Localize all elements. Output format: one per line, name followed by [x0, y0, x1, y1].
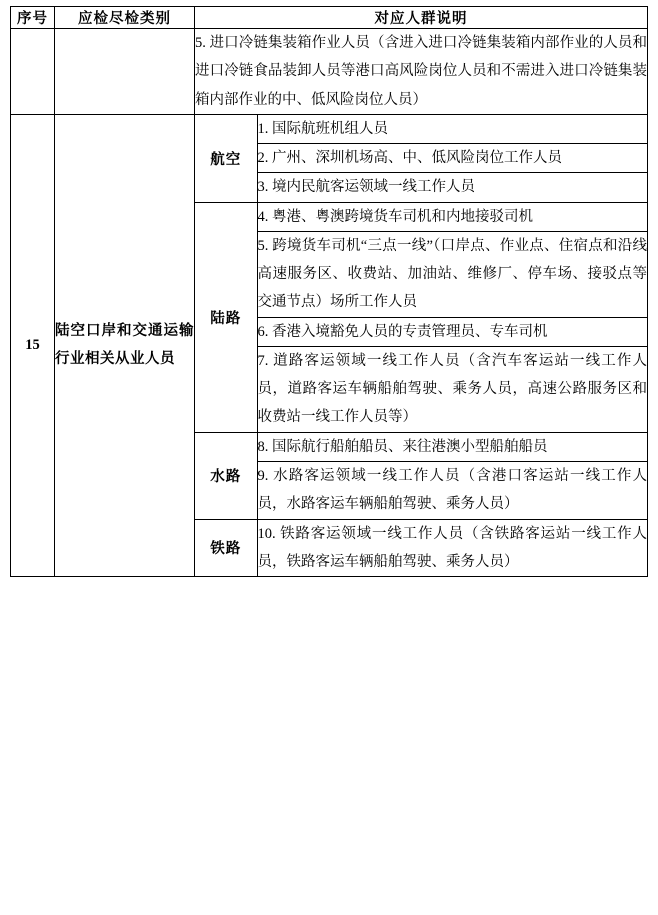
list-item: 7. 道路客运领域一线工作人员（含汽车客运站一线工作人员，道路客运车辆船舶驾驶、乘务人员，高速公路服务区和收费站一线工作人员等）: [257, 346, 647, 432]
header-seq: 序号: [11, 7, 55, 29]
mode-group-land-item-2: [195, 231, 647, 317]
list-item: 2. 广州、深圳机场高、中、低风险岗位工作人员: [257, 144, 647, 173]
row-seq-number: 15: [11, 114, 55, 576]
list-item: 1. 国际航班机组人员: [257, 115, 647, 144]
mode-group-land-item-4: [195, 346, 647, 432]
mode-label-rail: 铁路: [195, 519, 257, 576]
mode-group-air-item-2: [195, 144, 647, 173]
header-category: 应检尽检类别: [55, 7, 195, 29]
mode-group-water-item-1: [195, 432, 647, 461]
list-item: 3. 境内民航客运领域一线工作人员: [257, 173, 647, 202]
continuation-population-text: 5. 进口冷链集装箱作业人员（含进入进口冷链集装箱内部作业的人员和进口冷链食品装卸人员等港口高风险岗位人员和不需进入进口冷链集装箱内部作业的中、低风险岗位人员）: [195, 29, 648, 115]
table-row: [11, 114, 648, 576]
list-item: 8. 国际航行船舶船员、来往港澳小型船舶船员: [257, 432, 647, 461]
mode-label-air: 航空: [195, 115, 257, 202]
continuation-seq-cell: [11, 29, 55, 115]
list-item: 10. 铁路客运领域一线工作人员（含铁路客运站一线工作人员，铁路客运车辆船舶驾驶、乘务人员）: [257, 519, 647, 576]
transport-mode-table: [195, 115, 647, 576]
row-population-cell: [195, 114, 648, 576]
mode-label-water: 水路: [195, 432, 257, 519]
mode-group-water-item-2: [195, 461, 647, 519]
mode-group-rail-item-1: [195, 519, 647, 576]
header-population: 对应人群说明: [195, 7, 648, 29]
continuation-category-cell: [55, 29, 195, 115]
list-item: 9. 水路客运领域一线工作人员（含港口客运站一线工作人员，水路客运车辆船舶驾驶、乘务人员）: [257, 461, 647, 519]
mode-group-land-item-1: [195, 202, 647, 231]
mode-group-air-item-1: [195, 115, 647, 144]
mode-group-land-item-3: [195, 317, 647, 346]
requirements-table: [10, 6, 648, 577]
list-item: 6. 香港入境豁免人员的专责管理员、专车司机: [257, 317, 647, 346]
mode-group-air-item-3: [195, 173, 647, 202]
mode-label-land: 陆路: [195, 202, 257, 432]
table-row-continuation: [11, 29, 648, 115]
row-category-label: 陆空口岸和交通运输行业相关从业人员: [55, 114, 195, 576]
table-header-row: [11, 7, 648, 29]
list-item: 4. 粤港、粤澳跨境货车司机和内地接驳司机: [257, 202, 647, 231]
list-item: 5. 跨境货车司机“三点一线”（口岸点、作业点、住宿点和沿线高速服务区、收费站、加油站、维修厂、停车场、接驳点等交通节点）场所工作人员: [257, 231, 647, 317]
